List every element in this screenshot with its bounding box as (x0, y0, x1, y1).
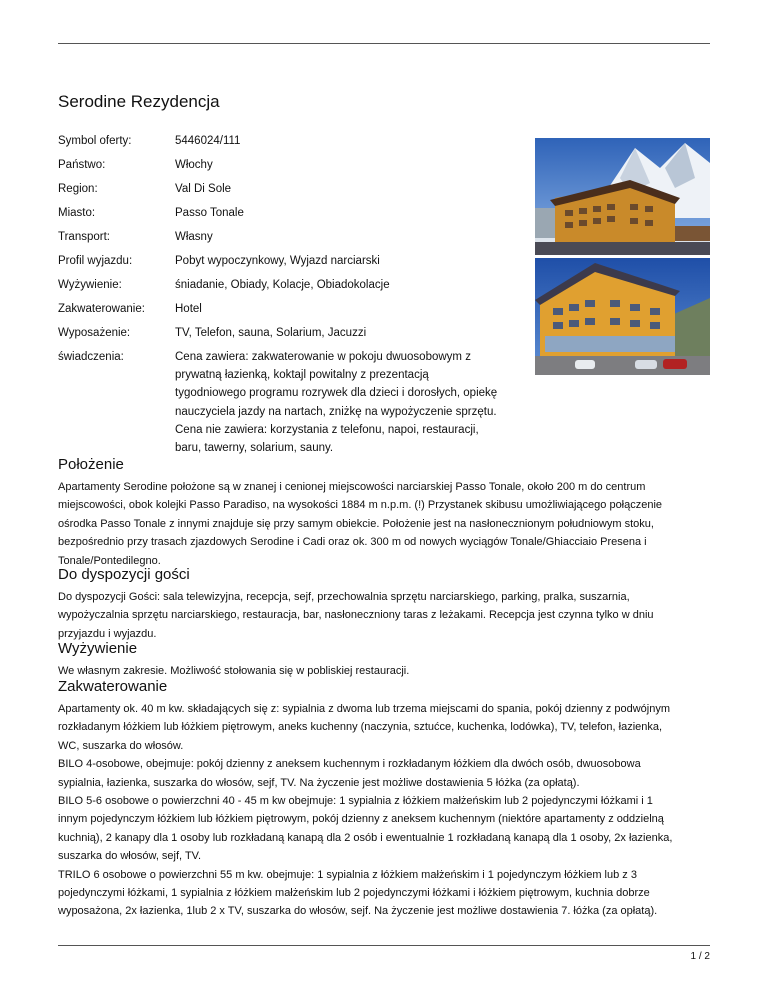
info-row (58, 255, 538, 279)
info-label: Transport: (58, 231, 110, 243)
info-label: Profil wyjazdu: (58, 255, 133, 267)
section-heading: Położenie (58, 456, 124, 473)
text-line: TRILO 6 osobowe o powierzchni 55 m kw. obejmuje: 1 sypialnia z łóżkiem małżeńskim i 1 pojedynczym łóżkiem lub z 3 (58, 868, 637, 881)
info-value: Passo Tonale (175, 207, 244, 219)
info-line: tygodniowego programu rozrywek dla dzieci i dorosłych, opiekę (175, 387, 498, 400)
info-label: Miasto: (58, 207, 96, 219)
text-line: pojedynczymi łóżkami, 1 sypialnia z łóżkiem małżeńskim lub 2 pojedynczymi łóżkami i łóżkiem piętrowym, kuchnia dobrze (58, 887, 650, 900)
text-line: Tonale/Pontedilegno. (58, 554, 161, 567)
photo-column (535, 138, 710, 375)
info-line: prywatną łazienką, koktajl powitalny z prezentacją (175, 369, 429, 382)
section-text (58, 700, 710, 921)
text-line: ośrodka Passo Tonale z innymi znajduje się przy samym obiekcie. Położenie jest na nasłonecznionym południowym stoku, (58, 517, 654, 530)
info-value: Włochy (175, 159, 213, 171)
text-line: miejscowości, obok kolejki Passo Paradiso, na wysokości 1884 m n.p.m. (!) Przystanek skibusu umożliwiającego połączenie (58, 499, 663, 512)
info-value: 5446024/111 (175, 135, 241, 147)
text-line: kuchnią), 2 kanapy dla 1 osoby lub rozkładaną kanapą dla 2 osób i ewentualnie 1 rozkładaną kanapą dla 1 osoby, 2x łazienka, (58, 831, 673, 844)
text-line: Do dyspozycji Gości: sala telewizyjna, recepcja, sejf, przechowalnia sprzętu narciarskiego, parking, pralka, suszarnia, (58, 591, 630, 603)
info-label: Symbol oferty: (58, 135, 132, 147)
text-line: rozkładanym łóżkiem lub łóżkiem piętrowym, aneks kuchenny (naczynia, sztućce, kuchenka, lodówka), TV, telefon, łazienka, (58, 721, 663, 734)
info-row (58, 303, 538, 327)
info-value: Pobyt wypoczynkowy, Wyjazd narciarski (175, 255, 380, 267)
info-label: Wyżywienie: (58, 279, 122, 291)
info-line: Cena nie zawiera: korzystania z telefonu, napoi, restauracji, (175, 423, 479, 436)
text-line: przyjazdu i wyjazdu. (58, 627, 157, 640)
text-line: Apartamenty ok. 40 m kw. składających się z: sypialnia z dwoma lub trzema miejscami do spania, pokój dzienny z podwójnym (58, 703, 670, 715)
info-label: świadczenia: (58, 351, 124, 363)
text-line: wyposażona, 2x łazienka, 1lub 2 x TV, suszarka do włosów, sejf. Na życzenie jest możliwe dostawienia 7. łóżka (za opłatą). (58, 905, 658, 918)
info-label: Region: (58, 183, 98, 195)
section-heading: Wyżywienie (58, 640, 138, 657)
text-line: Apartamenty Serodine położone są w znanej i cenionej miejscowości narciarskiej Passo Tonale, około 200 m do centrum (58, 481, 646, 493)
text-line: bezpośrednio przy trasach zjazdowych Serodine i Cadi oraz ok. 300 m od nowych wyciągów Tonale/Ghiacciaio Presena i (58, 536, 647, 549)
info-row (58, 279, 538, 303)
section-text (58, 478, 710, 570)
hotel-photo-summer (535, 258, 710, 375)
text-line: We własnym zakresie. Możliwość stołowania się w pobliskiej restauracji. (58, 665, 410, 677)
section-polozenie (58, 456, 710, 570)
info-row (58, 183, 538, 207)
info-line: Cena zawiera: zakwaterowanie w pokoju dwuosobowym z (175, 351, 471, 363)
info-label: Państwo: (58, 159, 106, 171)
text-line: sypialnia, łazienka, suszarka do włosów, sejf, TV. Na życzenie jest możliwe dostawienia 5 łóżka (za opłatą). (58, 776, 580, 789)
text-line: suszarka do włosów, sejf, TV. (58, 850, 202, 863)
section-heading: Zakwaterowanie (58, 678, 168, 695)
info-value: Własny (175, 231, 213, 243)
info-value: Hotel (175, 303, 202, 315)
hotel-photo-winter (535, 138, 710, 255)
info-label: Zakwaterowanie: (58, 303, 145, 315)
info-row (58, 135, 538, 159)
info-row (58, 351, 538, 457)
footer-rule (58, 945, 710, 946)
text-line: BILO 4-osobowe, obejmuje: pokój dzienny z aneksem kuchennym i rozkładanym łóżkiem dla dwóch osób, dwuosobowa (58, 758, 641, 771)
text-line: innym pojedynczym łóżkiem lub łóżkiem piętrowym, pokój dzienny z aneksem kuchennym (niektóre apartamenty z oddzielną (58, 813, 664, 826)
page-title: Serodine Rezydencja (58, 92, 220, 111)
section-zakwaterowanie (58, 678, 710, 921)
info-row (58, 231, 538, 255)
info-row (58, 159, 538, 183)
section-dyspozycja (58, 566, 710, 643)
text-line: WC, suszarka do włosów. (58, 739, 184, 752)
section-text (58, 588, 710, 643)
info-value-multiline (175, 348, 538, 457)
info-line: baru, tawerny, solarium, sauny. (175, 442, 334, 455)
text-line: wypożyczalnia sprzętu narciarskiego, restauracja, bar, nasłoneczniony taras z leżakami. Recepcja jest czynna tylko w dniu (58, 609, 654, 622)
info-value: TV, Telefon, sauna, Solarium, Jacuzzi (175, 327, 367, 339)
info-label: Wyposażenie: (58, 327, 131, 339)
page-number: 1 / 2 (690, 951, 710, 962)
info-value: śniadanie, Obiady, Kolacje, Obiadokolacje (175, 279, 390, 291)
text-line: BILO 5-6 osobowe o powierzchni 40 - 45 m kw obejmuje: 1 sypialnia z łóżkiem małżeńskim lub 2 pojedynczymi łóżkami i 1 (58, 795, 653, 808)
offer-info-table (58, 135, 538, 457)
info-row (58, 207, 538, 231)
info-value: Val Di Sole (175, 183, 232, 195)
section-heading: Do dyspozycji gości (58, 566, 190, 583)
info-line: nauczyciela jazdy na nartach, zniżkę na wypożyczenie sprzętu. (175, 405, 497, 418)
section-wyzywienie (58, 640, 710, 680)
header-rule (58, 43, 710, 44)
